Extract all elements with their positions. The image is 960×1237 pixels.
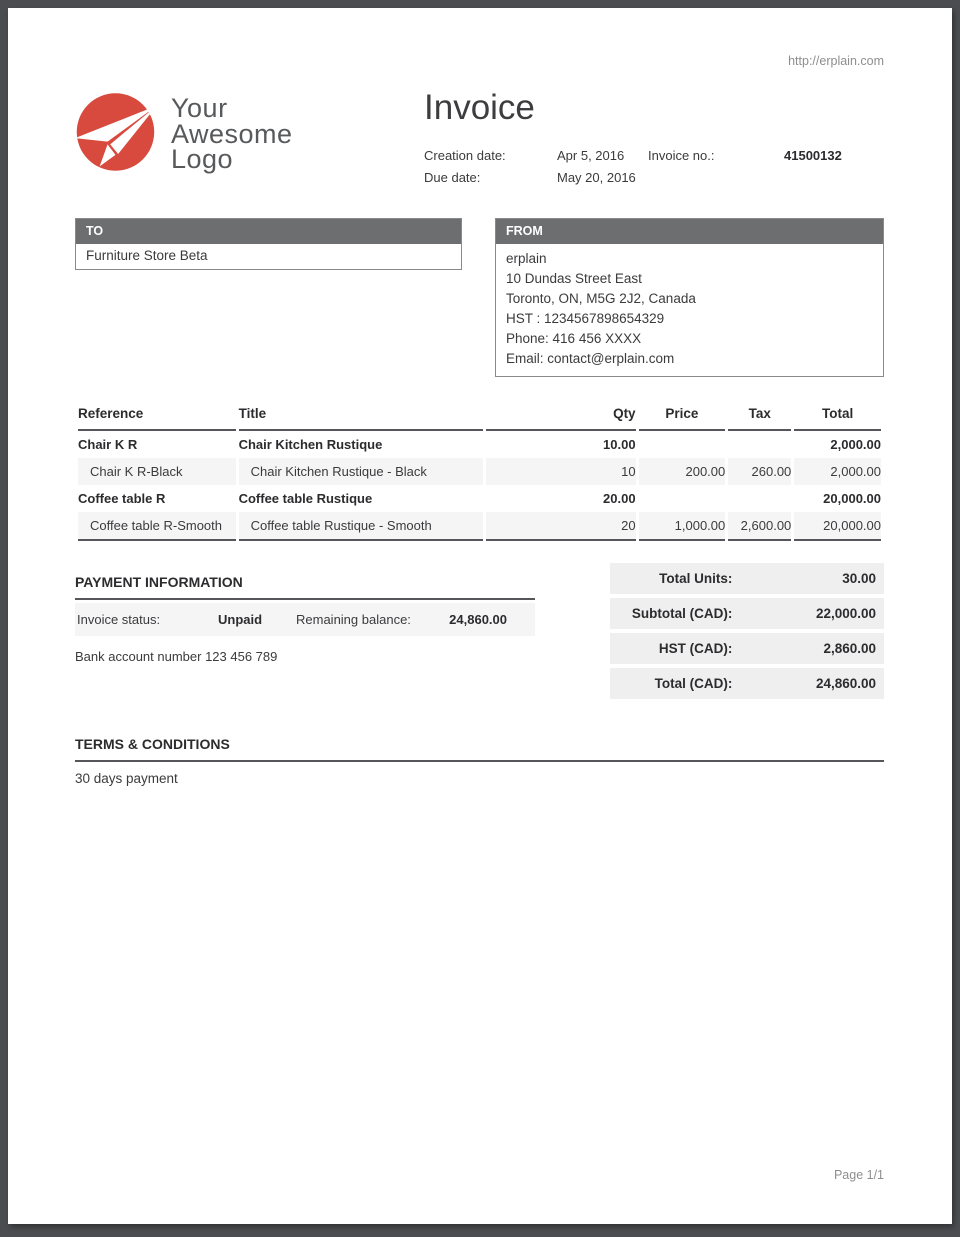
from-hst: HST : 1234567898654329 xyxy=(506,310,665,326)
from-street: 10 Dundas Street East xyxy=(506,270,642,286)
from-box xyxy=(495,218,884,377)
page-number: Page 1/1 xyxy=(833,1168,884,1182)
terms-section-title: TERMS & CONDITIONS xyxy=(75,736,884,762)
logo-text-line3: Logo xyxy=(171,144,234,175)
remaining-balance-value: 24,860.00 xyxy=(449,612,507,627)
from-company-name: erplain xyxy=(506,250,547,266)
from-city: Toronto, ON, M5G 2J2, Canada xyxy=(506,290,696,306)
line-items-table xyxy=(75,401,884,541)
invoice-page xyxy=(8,8,952,1224)
address-boxes xyxy=(75,218,884,377)
grand-total-row: Total (CAD): 24,860.00 xyxy=(610,668,884,699)
to-box-header: TO xyxy=(76,219,461,244)
invoice-no-value: 41500132 xyxy=(784,148,842,163)
logo-text-line2: Awesome xyxy=(171,118,293,149)
from-email: Email: contact@erplain.com xyxy=(506,350,675,366)
creation-date-value: Apr 5, 2016 xyxy=(557,148,625,163)
column-header-price: Price xyxy=(639,401,726,431)
subtotal-row: Subtotal (CAD): 22,000.00 xyxy=(610,598,884,629)
creation-date-label: Creation date: xyxy=(424,148,506,163)
logo-text xyxy=(171,93,293,175)
company-logo xyxy=(75,88,424,185)
invoice-status-label: Invoice status: xyxy=(77,612,161,627)
column-header-total: Total xyxy=(794,401,881,431)
column-header-qty: Qty xyxy=(486,401,636,431)
table-header-row xyxy=(78,401,881,431)
paper-plane-logo-icon xyxy=(75,88,163,176)
column-header-reference: Reference xyxy=(78,401,236,431)
due-date-value: May 20, 2016 xyxy=(557,170,636,185)
to-box-customer-name: Furniture Store Beta xyxy=(86,248,208,263)
payment-section-title: PAYMENT INFORMATION xyxy=(75,574,535,600)
invoice-meta xyxy=(424,148,884,185)
invoice-no-label: Invoice no.: xyxy=(648,148,715,163)
invoice-title-block xyxy=(424,88,884,185)
terms-text: 30 days payment xyxy=(75,771,178,786)
from-phone: Phone: 416 456 XXXX xyxy=(506,330,642,346)
table-row: Chair K R Chair Kitchen Rustique 10.00 2,000.00 xyxy=(78,437,881,452)
total-units-row: Total Units: 30.00 xyxy=(610,563,884,594)
table-row: Coffee table R Coffee table Rustique 20.00 20,000.00 xyxy=(78,491,881,506)
site-url: http://erplain.com xyxy=(788,54,884,68)
due-date-label: Due date: xyxy=(424,170,481,185)
bill-to-box xyxy=(75,218,462,270)
from-box-header: FROM xyxy=(496,219,883,244)
hst-row: HST (CAD): 2,860.00 xyxy=(610,633,884,664)
from-box-address xyxy=(496,244,883,376)
column-header-tax: Tax xyxy=(728,401,791,431)
bank-account-note: Bank account number 123 456 789 xyxy=(75,649,278,664)
payment-information-section xyxy=(75,574,535,703)
status-badge: Unpaid xyxy=(218,612,263,627)
invoice-status-row xyxy=(75,603,535,636)
column-header-title: Title xyxy=(239,401,483,431)
logo-text-line1: Your xyxy=(171,93,228,123)
remaining-balance-label: Remaining balance: xyxy=(296,612,411,627)
page-title: Invoice xyxy=(424,88,535,127)
table-row: Coffee table R-Smooth Coffee table Rustique - Smooth 20 1,000.00 2,600.00 20,000.00 xyxy=(78,512,881,541)
terms-and-conditions-section xyxy=(75,736,884,786)
totals-summary xyxy=(610,563,884,703)
invoice-header xyxy=(75,88,884,185)
table-row: Chair K R-Black Chair Kitchen Rustique - Black 10 200.00 260.00 2,000.00 xyxy=(78,458,881,485)
